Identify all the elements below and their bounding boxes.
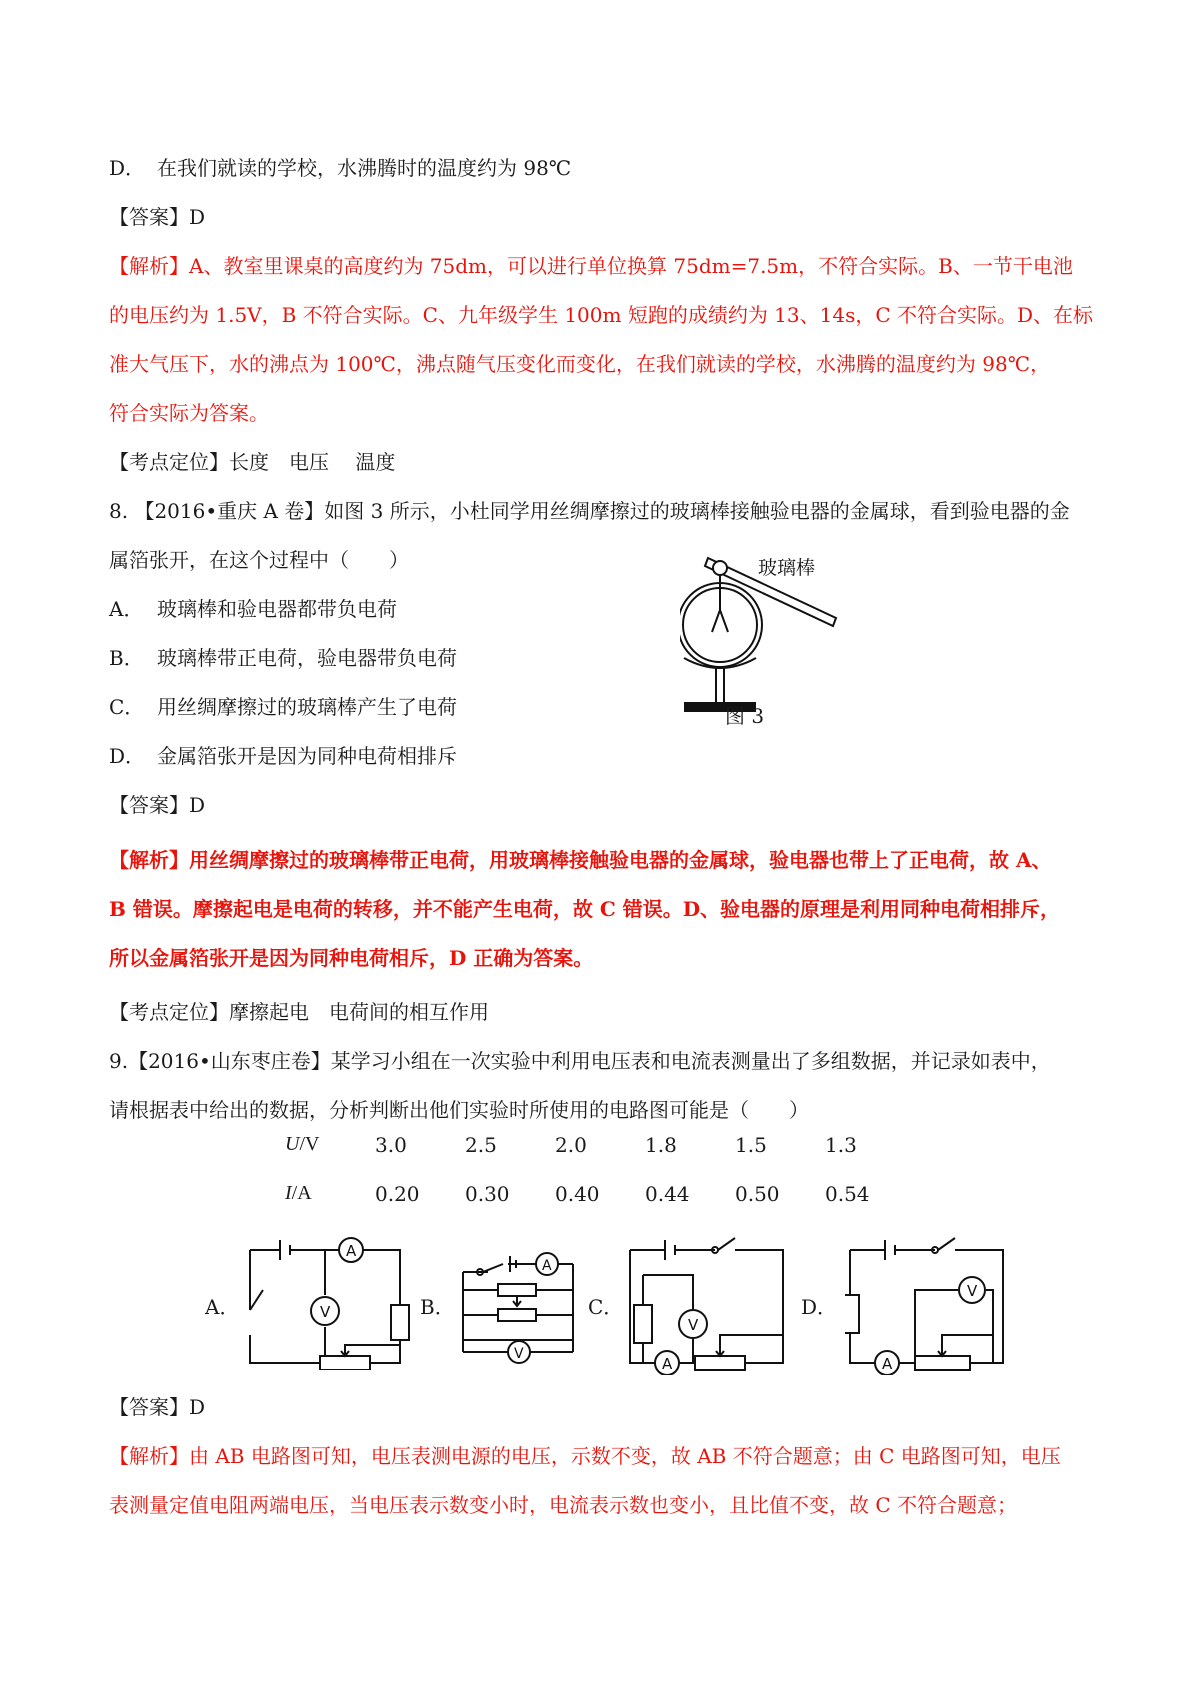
prev-analysis-line-1: 【解析】A、教室里课桌的高度约为 75dm，可以进行单位换算 75dm=7.5m，不符合实际。B、一节干电池 (109, 254, 1073, 278)
option-text: 玻璃棒带正电荷，验电器带负电荷 (157, 646, 457, 670)
figure-caption: 图 3 (725, 704, 765, 728)
fixed-resistor (845, 1295, 859, 1333)
q8-analysis-line-3: 所以金属箔张开是因为同种电荷相斥，D 正确为答案。 (109, 946, 594, 970)
current-symbol: I (285, 1182, 292, 1204)
prev-answer: 【答案】D (109, 205, 206, 229)
option-letter: D． (109, 156, 146, 180)
option-text: 玻璃棒和验电器都带负电荷 (157, 597, 397, 621)
slider-wire (942, 1335, 993, 1356)
table-cell: 2.5 (465, 1133, 497, 1157)
q9-analysis-line-2: 表测量定值电阻两端电压，当电压表示数变小时，电流表示数也变小，且比值不变，故 C 不符合题意； (109, 1493, 1018, 1517)
voltage-unit: /V (299, 1133, 320, 1155)
q9-answer: 【答案】D (109, 1395, 206, 1419)
q8-option-c (109, 694, 457, 720)
option-letter: D． (109, 744, 146, 768)
option-letter: C． (109, 695, 145, 719)
prev-analysis-line-3: 准大气压下，水的沸点为 100℃，沸点随气压变化而变化，在我们就读的学校，水沸腾的温度约为 98℃， (109, 352, 1051, 376)
rheostat (915, 1356, 970, 1370)
table-cell: 1.3 (825, 1133, 857, 1157)
ammeter-letter: A (346, 1242, 357, 1260)
circuit-c-diagram (625, 1235, 790, 1375)
q8-option-a (109, 596, 397, 622)
q8-answer: 【答案】D (109, 793, 206, 817)
prev-analysis-line-4: 符合实际为答案。 (109, 401, 269, 425)
q8-knowledge-point: 【考点定位】摩擦起电 电荷间的相互作用 (109, 1000, 489, 1024)
switch-lever (250, 1290, 263, 1310)
option-letter: B． (109, 646, 144, 670)
q8-option-b (109, 645, 457, 671)
q8-stem-line-2: 属箔张开，在这个过程中（ ） (109, 548, 409, 572)
q9-stem-line-2: 请根据表中给出的数据，分析判断出他们实验时所使用的电路图可能是（ ） (109, 1098, 809, 1122)
foil-leaf-left (712, 610, 720, 632)
ammeter-letter: A (542, 1258, 552, 1274)
table-cell: 1.8 (645, 1133, 677, 1157)
ammeter-letter: A (662, 1355, 673, 1373)
rheostat (498, 1309, 536, 1321)
rheostat (320, 1356, 370, 1370)
switch-lever (938, 1238, 955, 1250)
q9-stem-line-1: 9.【2016•山东枣庄卷】某学习小组在一次实验中利用电压表和电流表测量出了多组数据，并记录如表中， (109, 1049, 1051, 1073)
circuit-label-d: D． (801, 1295, 838, 1319)
q8-option-d (109, 743, 457, 769)
resistor-1 (498, 1284, 536, 1296)
current-header (285, 1182, 312, 1205)
table-cell: 0.50 (735, 1182, 780, 1206)
current-unit: /A (291, 1182, 312, 1204)
circuit-label-b: B． (420, 1295, 455, 1319)
table-cell: 0.54 (825, 1182, 870, 1206)
table-cell: 0.40 (555, 1182, 600, 1206)
option-letter: A． (109, 597, 144, 621)
q8-analysis-line-2: B 错误。摩擦起电是电荷的转移，并不能产生电荷，故 C 错误。D、验电器的原理是利用同种电荷相排斥， (109, 897, 1061, 921)
table-cell: 2.0 (555, 1133, 587, 1157)
top-wire (850, 1250, 1003, 1363)
ammeter-letter: A (882, 1355, 893, 1373)
q8-stem-line-1: 8. 【2016•重庆 A 卷】如图 3 所示，小杜同学用丝绸摩擦过的玻璃棒接触验电器的金属球，看到验电器的金 (109, 499, 1070, 523)
voltmeter-branch (915, 1290, 993, 1363)
circuit-label-a: A． (205, 1295, 240, 1319)
option-text: 在我们就读的学校，水沸腾时的温度约为 98℃ (157, 156, 572, 180)
voltage-symbol: U (285, 1133, 300, 1155)
circuit-b-diagram (458, 1250, 588, 1365)
table-cell: 0.20 (375, 1182, 420, 1206)
rod-label: 玻璃棒 (758, 557, 816, 579)
circuit-label-c: C． (588, 1295, 624, 1319)
fixed-resistor (391, 1305, 409, 1340)
voltage-header (285, 1133, 319, 1156)
circuit-a-diagram (245, 1235, 415, 1370)
circuit-d-diagram (845, 1235, 1010, 1375)
foil-leaf-right (720, 610, 728, 632)
q8-analysis-line-1: 【解析】用丝绸摩擦过的玻璃棒带正电荷，用玻璃棒接触验电器的金属球，验电器也带上了正电荷，故 A、 (109, 848, 1052, 872)
switch-lever (483, 1264, 503, 1272)
electroscope-drawing (680, 558, 836, 711)
slider-wire (720, 1335, 783, 1356)
table-cell: 0.30 (465, 1182, 510, 1206)
prev-analysis-line-2: 的电压约为 1.5V，B 不符合实际。C、九年级学生 100m 短跑的成绩约为 13、14s，C 不符合实际。D、在标 (109, 303, 1094, 327)
voltmeter-letter: V (688, 1316, 699, 1334)
electroscope-figure (680, 548, 850, 728)
fixed-resistor (634, 1305, 652, 1343)
prev-knowledge-point: 【考点定位】长度 电压 温度 (109, 450, 396, 474)
rheostat (695, 1356, 745, 1370)
option-text: 金属箔张开是因为同种电荷相排斥 (157, 744, 457, 768)
option-text: 用丝绸摩擦过的玻璃棒产生了电荷 (157, 695, 457, 719)
voltmeter-letter: V (967, 1282, 978, 1300)
prev-option-d (109, 155, 571, 181)
table-cell: 3.0 (375, 1133, 407, 1157)
voltmeter-letter: V (320, 1303, 331, 1321)
switch-lever (718, 1238, 735, 1250)
q9-analysis-line-1: 【解析】由 AB 电路图可知，电压表测电源的电压，示数不变，故 AB 不符合题意；由 C 电路图可知，电压 (109, 1444, 1061, 1468)
table-cell: 1.5 (735, 1133, 767, 1157)
table-cell: 0.44 (645, 1182, 690, 1206)
voltmeter-letter: V (514, 1346, 524, 1362)
metal-ball (713, 561, 727, 575)
slider-wire (345, 1340, 400, 1356)
